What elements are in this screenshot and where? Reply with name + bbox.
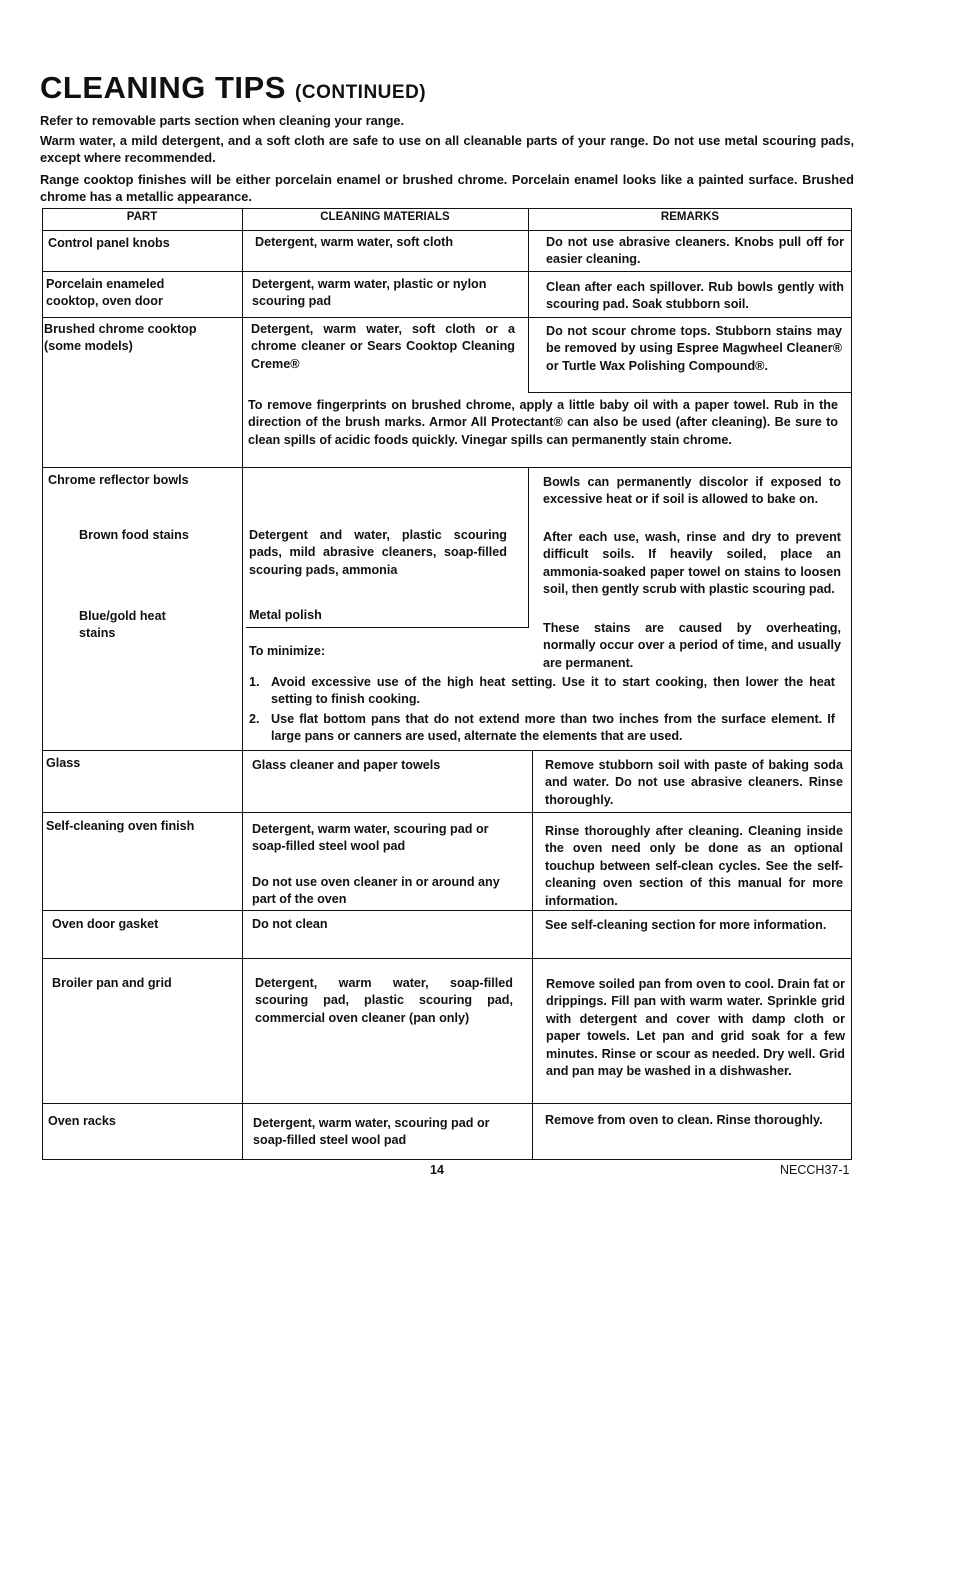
remarks-brushed-chrome: Do not scour chrome tops. Stubborn stains may be removed by using Espree Magwheel Cleaner® or Turtle Wax Polishing Compound®. [546,324,842,373]
header-divider [42,230,852,231]
tip-2-text: Use flat bottom pans that do not extend more than two inches from the surface element. If large pans or canners are used, alternate the elements that are used. [271,712,835,744]
materials-broiler: Detergent, warm water, soap-filled scouring pad, plastic scouring pad, commercial oven cleaner (pan only) [255,976,513,1025]
part-oven-racks: Oven racks [48,1114,116,1128]
part-reflector-bowls: Chrome reflector bowls [48,473,189,487]
part-control-panel-knobs: Control panel knobs [48,236,170,250]
remarks-bowls-blue: These stains are caused by overheating, normally occur over a period of time, and usually are permanent. [543,621,841,670]
intro-line-1: Refer to removable parts section when cleaning your range. [40,113,405,128]
materials-self-cleaning: Detergent, warm water, scouring pad or soap-filled steel wool pad [252,822,489,854]
remarks-racks: Remove from oven to clean. Rinse thoroughly. [545,1113,823,1127]
page-title [40,70,426,111]
row-divider [42,467,852,468]
row-divider [42,958,852,959]
part-broiler-pan: Broiler pan and grid [52,976,172,990]
tip-2-number: 2. [249,712,260,726]
row-divider [42,317,852,318]
tip-1-text: Avoid excessive use of the high heat setting. Use it to start cooking, then lower the heat setting to finish cooking. [271,675,835,707]
row-divider [246,627,528,628]
remarks-knobs: Do not use abrasive cleaners. Knobs pull off for easier cleaning. [546,235,844,267]
page-number: 14 [430,1163,444,1177]
header-part: PART [126,211,158,223]
materials-gasket: Do not clean [252,917,328,931]
column-divider [242,208,243,1160]
row-divider [42,271,852,272]
intro-line-3: Range cooktop finishes will be either porcelain enamel or brushed chrome. Porcelain enamel looks like a painted surface. Brushed chrome has a metallic appearance. [40,172,854,204]
header-remarks: REMARKS [660,211,720,223]
row-divider [42,1103,852,1104]
row-divider [528,392,852,393]
row-divider [42,910,852,911]
remarks-glass: Remove stubborn soil with paste of baking soda and water. Do not use abrasive cleaners. Rinse thoroughly. [545,758,843,807]
title-continued: (CONTINUED) [295,82,427,103]
remarks-bowls-brown: After each use, wash, rinse and dry to prevent difficult soils. If heavily soiled, place an ammonia-soaked paper towel on stains to loosen soil, then gently scrub with plastic scouring pad. [543,530,841,597]
header-materials: CLEANING MATERIALS [320,211,450,223]
part-porcelain: Porcelain enameled cooktop, oven door [46,277,165,309]
materials-blue-gold-stains: Metal polish [249,608,322,622]
part-blue-gold-stains: Blue/gold heat stains [79,609,166,641]
part-brown-food-stains: Brown food stains [79,528,189,542]
part-glass: Glass [46,756,81,770]
document-code: NECCH37-1 [780,1163,850,1177]
part-oven-door-gasket: Oven door gasket [52,917,159,931]
materials-self-cleaning-warning: Do not use oven cleaner in or around any part of the oven [252,875,500,907]
row-divider [42,750,852,751]
materials-brown-stains: Detergent and water, plastic scouring pads, mild abrasive cleaners, soap-filled scouring pads, ammonia [249,528,507,577]
note-brushed-chrome: To remove fingerprints on brushed chrome, apply a little baby oil with a paper towel. Rub in the direction of the brush marks. Armor All Protectant® can also be used (after cleaning). Be sure to clean spills of acidic foods quickly. Vinegar spills can permanently stain chrome. [248,398,838,447]
remarks-gasket: See self-cleaning section for more information. [545,918,827,932]
part-self-cleaning-finish: Self-cleaning oven finish [46,819,195,833]
column-divider [528,467,529,628]
materials-glass: Glass cleaner and paper towels [252,758,441,772]
row-divider [42,812,852,813]
remarks-bowls-discolor: Bowls can permanently discolor if exposed to excessive heat or if soil is allowed to bake on. [543,475,841,507]
materials-porcelain: Detergent, warm water, plastic or nylon scouring pad [252,277,487,309]
minimize-label: To minimize: [249,644,326,658]
remarks-broiler: Remove soiled pan from oven to cool. Drain fat or drippings. Fill pan with warm water. Sprinkle grid with detergent and cover with damp cloth or paper towels. Let pan and grid soak for a few minutes. Rinse or scour as needed. Dry well. Grid and pan may be washed in a dishwasher. [546,977,845,1079]
remarks-self-cleaning: Rinse thoroughly after cleaning. Cleaning inside the oven need only be done as an optional touchup between self-clean cycles. See the self-cleaning oven section of this manual for more information. [545,824,843,908]
intro-line-2: Warm water, a mild detergent, and a soft cloth are safe to use on all cleanable parts of your range. Do not use metal scouring pads, except where recommended. [40,133,854,165]
materials-brushed-chrome: Detergent, warm water, soft cloth or a chrome cleaner or Sears Cooktop Cleaning Creme® [251,322,515,371]
materials-knobs: Detergent, warm water, soft cloth [255,235,454,249]
part-brushed-chrome: Brushed chrome cooktop (some models) [44,322,197,354]
column-divider [532,750,533,1160]
title-main: CLEANING TIPS [40,70,286,105]
materials-racks: Detergent, warm water, scouring pad or soap-filled steel wool pad [253,1116,490,1148]
remarks-porcelain: Clean after each spillover. Rub bowls gently with scouring pad. Soak stubborn soil. [546,280,844,312]
tip-1-number: 1. [249,675,260,689]
column-divider [528,208,529,392]
